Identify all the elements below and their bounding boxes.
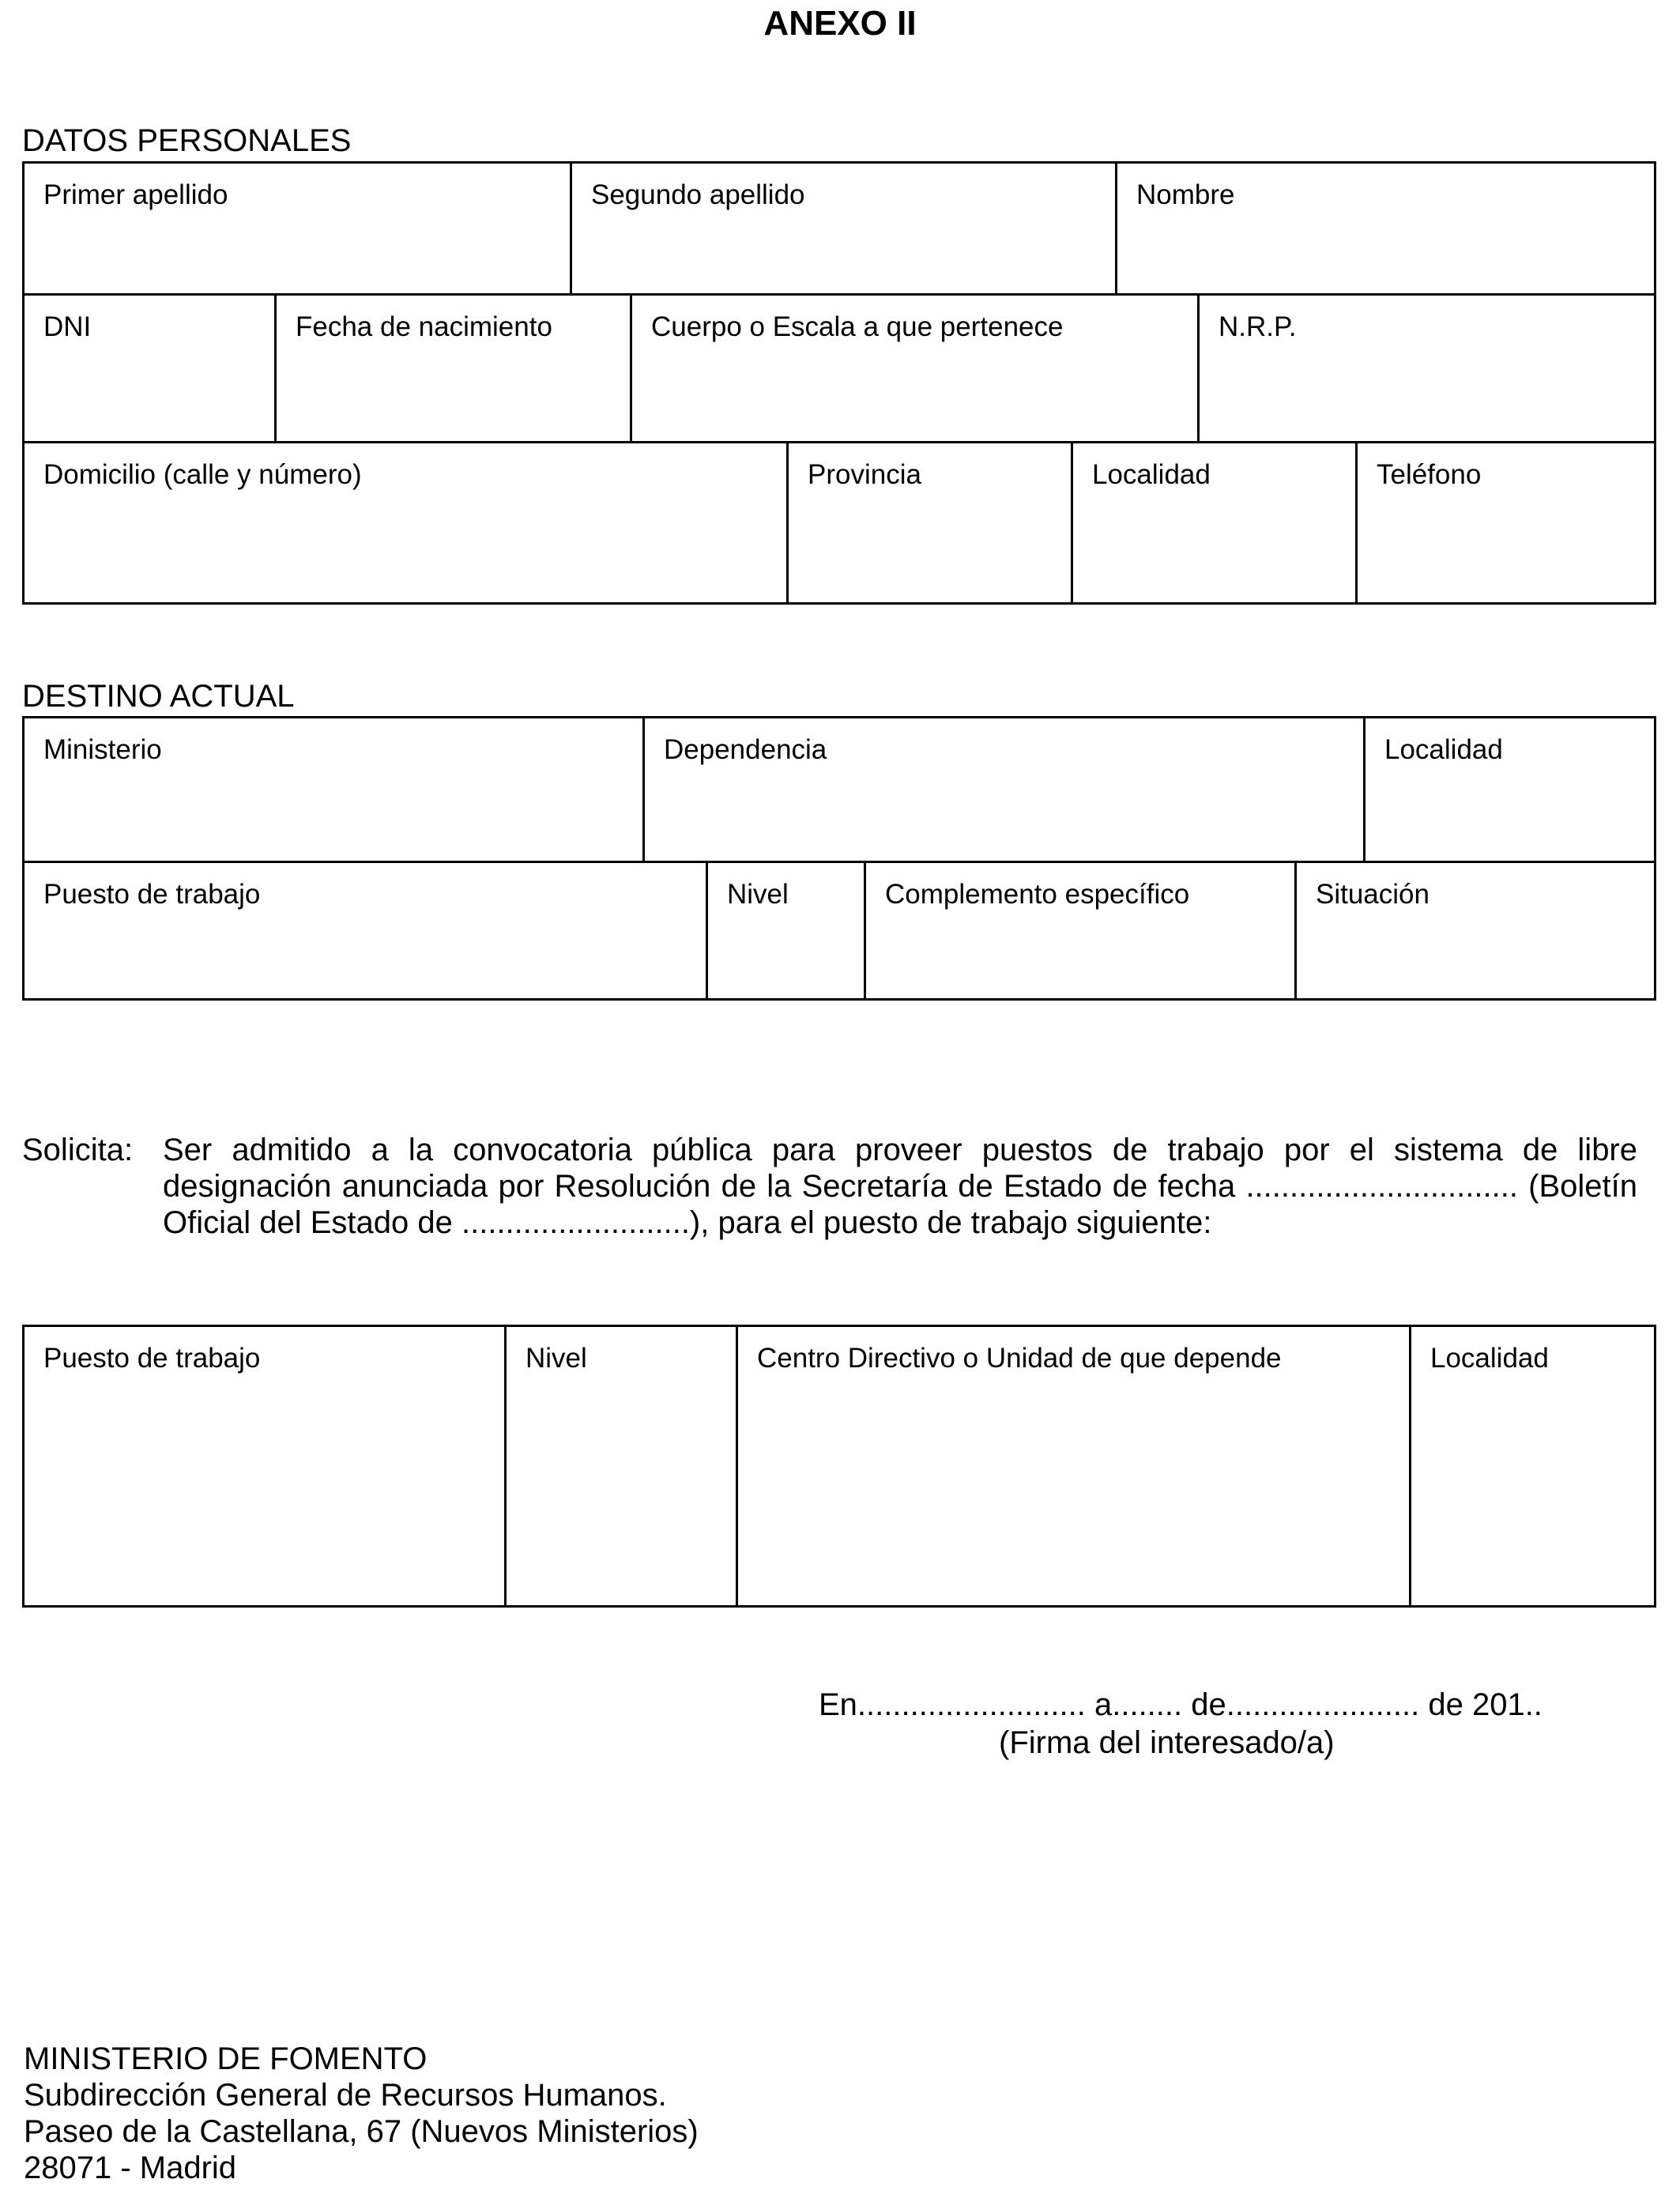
field-label: Puesto de trabajo	[43, 1343, 261, 1374]
address-line-city: 28071 - Madrid	[24, 2151, 237, 2185]
field-puesto-trabajo-solicitado[interactable]	[24, 1327, 504, 1605]
field-label: Centro Directivo o Unidad de que depende	[757, 1343, 1282, 1374]
field-puesto-trabajo-actual[interactable]	[24, 863, 706, 998]
field-situacion[interactable]	[1294, 863, 1654, 998]
field-nrp[interactable]	[1197, 296, 1654, 441]
field-label: Provincia	[808, 459, 921, 490]
field-label: Situación	[1316, 879, 1430, 910]
field-dni[interactable]	[24, 296, 274, 441]
field-label: Ministerio	[43, 734, 162, 765]
field-domicilio[interactable]	[24, 443, 786, 602]
field-primer-apellido[interactable]	[24, 164, 570, 293]
field-label: Teléfono	[1377, 459, 1482, 490]
destino-actual-row-2	[22, 861, 1656, 1001]
field-label: Localidad	[1384, 734, 1503, 765]
field-complemento-especifico[interactable]	[864, 863, 1294, 998]
ministry-address	[24, 2041, 699, 2186]
field-label: Complemento específico	[885, 879, 1190, 910]
field-label: Fecha de nacimiento	[296, 311, 552, 342]
document-title: ANEXO II	[763, 4, 917, 43]
signature-place-date: En.......................... a........ de...................... de 201..	[819, 1687, 1543, 1722]
field-segundo-apellido[interactable]	[570, 164, 1115, 293]
field-localidad[interactable]	[1071, 443, 1355, 602]
address-line-subdireccion: Subdirección General de Recursos Humanos.	[24, 2078, 667, 2113]
solicita-label: Solicita:	[22, 1133, 134, 1167]
field-centro-directivo[interactable]	[736, 1327, 1409, 1605]
field-localidad-destino[interactable]	[1363, 718, 1654, 861]
field-cuerpo-escala[interactable]	[630, 296, 1197, 441]
field-provincia[interactable]	[786, 443, 1071, 602]
field-label: Nivel	[525, 1343, 587, 1374]
field-nombre[interactable]	[1115, 164, 1654, 293]
field-label: Domicilio (calle y número)	[43, 459, 362, 490]
field-label: N.R.P.	[1219, 311, 1297, 342]
field-label: Primer apellido	[43, 179, 228, 210]
field-telefono[interactable]	[1355, 443, 1654, 602]
field-label: Nivel	[727, 879, 789, 910]
field-localidad-solicitada[interactable]	[1409, 1327, 1654, 1605]
field-nivel-actual[interactable]	[706, 863, 864, 998]
field-fecha-nacimiento[interactable]	[274, 296, 630, 441]
datos-personales-row-2	[22, 293, 1656, 443]
field-label: DNI	[43, 311, 92, 342]
section-heading-datos-personales: DATOS PERSONALES	[22, 123, 352, 158]
field-label: Puesto de trabajo	[43, 879, 261, 910]
field-label: Cuerpo o Escala a que pertenece	[651, 311, 1064, 342]
field-label: Segundo apellido	[591, 179, 805, 210]
field-label: Dependencia	[664, 734, 827, 765]
field-dependencia[interactable]	[642, 718, 1363, 861]
address-line-street: Paseo de la Castellana, 67 (Nuevos Ministerios)	[24, 2114, 699, 2149]
field-label: Localidad	[1092, 459, 1211, 490]
section-heading-destino-actual: DESTINO ACTUAL	[22, 679, 295, 714]
field-nivel-solicitado[interactable]	[504, 1327, 736, 1605]
destino-actual-row-1	[22, 716, 1656, 863]
field-ministerio[interactable]	[24, 718, 642, 861]
field-label: Localidad	[1430, 1343, 1549, 1374]
datos-personales-row-1	[22, 161, 1656, 296]
puesto-solicitado-table	[22, 1325, 1656, 1608]
solicita-text: Ser admitido a la convocatoria pública para proveer puestos de trabajo por el sistema de libre designación anunciada por Resolución de la Secretaría de Estado de fecha ............................... (Boletín Oficial del Estado de ..........................), para el puesto de trabajo siguiente:	[163, 1133, 1637, 1240]
field-label: Nombre	[1136, 179, 1235, 210]
datos-personales-row-3	[22, 441, 1656, 605]
signature-caption: (Firma del interesado/a)	[999, 1725, 1335, 1760]
address-line-ministry: MINISTERIO DE FOMENTO	[24, 2041, 428, 2076]
